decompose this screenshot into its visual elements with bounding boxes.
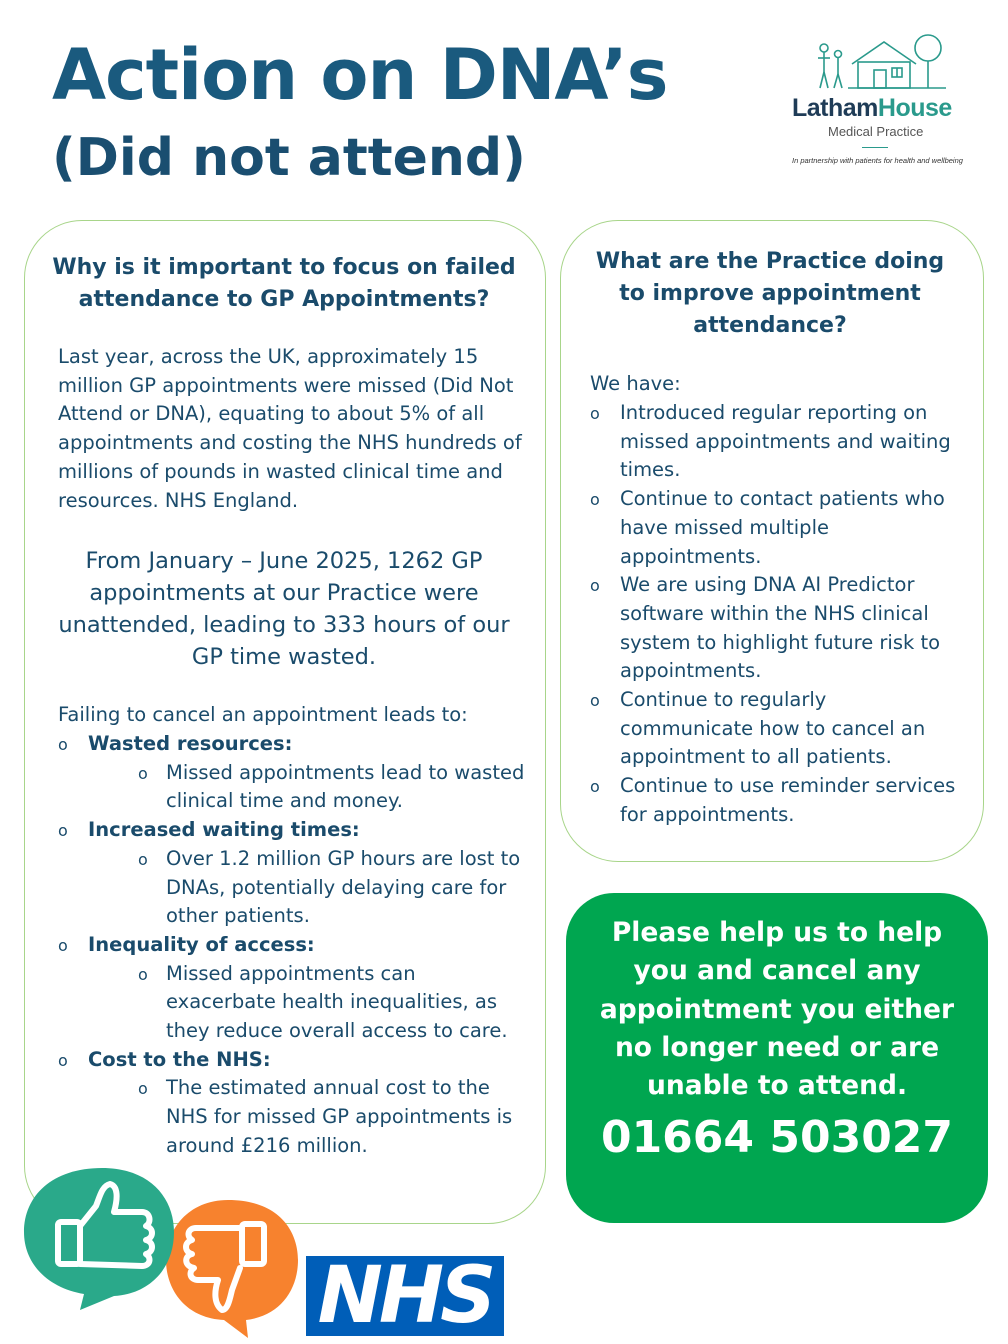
list-item: [58, 730, 528, 816]
action-text: Continue to contact patients who have missed multiple appointments.: [620, 487, 945, 568]
consequences-list: [58, 730, 528, 1161]
action-text: We are using DNA AI Predictor software within the NHS clinical system to highlight future risk to appointments.: [620, 573, 941, 683]
logo-divider: [862, 147, 888, 148]
feedback-bubbles: [18, 1160, 308, 1344]
list-item: [58, 816, 528, 931]
bullet-icon: o: [138, 763, 148, 783]
consequence-detail: Over 1.2 million GP hours are lost to DNAs, potentially delaying care for other patients.: [166, 846, 521, 928]
list-item: [590, 399, 962, 485]
consequence-title: Wasted resources:: [88, 732, 293, 755]
callout-message: Please help us to help you and cancel any appointment you either no longer need or are unable to attend.: [599, 917, 955, 1102]
page-subtitle: (Did not attend): [52, 128, 526, 188]
bullet-icon: o: [590, 777, 600, 797]
list-item: [58, 931, 528, 1046]
list-item: [590, 686, 962, 772]
list-item: [590, 571, 962, 686]
left-panel-intro: Last year, across the UK, approximately 15 million GP appointments were missed (Did Not Attend or DNA), equating to about 5% of all appointments and costing the NHS hundreds of millions of pounds in wasted clinical time and resources. NHS England.: [58, 345, 522, 512]
consequence-title: Increased waiting times:: [88, 818, 360, 842]
bullet-icon: o: [590, 691, 600, 711]
left-panel-heading: Why is it important to focus on failed attendance to GP Appointments?: [52, 255, 516, 312]
bullet-icon: o: [590, 576, 600, 596]
practice-dna-statistic: From January – June 2025, 1262 GP appointments at our Practice were unattended, leading to 333 hours of our GP time wasted.: [58, 548, 510, 670]
consequence-detail: The estimated annual cost to the NHS for missed GP appointments is around £216 million.: [166, 1076, 513, 1157]
logo-subtitle: Medical Practice: [828, 124, 924, 139]
action-text: Continue to use reminder services for appointments.: [620, 774, 956, 826]
list-item: [590, 485, 962, 571]
consequence-detail: Missed appointments lead to wasted clinical time and money.: [166, 760, 525, 813]
consequence-title: Inequality of access:: [88, 932, 315, 956]
bullet-icon: o: [58, 735, 68, 754]
practice-phone-number[interactable]: 01664 503027: [600, 1112, 954, 1163]
consequence-title: Cost to the NHS:: [88, 1047, 271, 1071]
nhs-logo-text: NHS: [317, 1251, 493, 1341]
list-item: [88, 759, 528, 816]
bullet-icon: o: [58, 821, 68, 841]
list-item: [590, 772, 962, 829]
page-title: Action on DNA’s: [52, 34, 668, 116]
practice-actions-list: [590, 399, 962, 830]
list-item: [88, 1074, 528, 1160]
consequence-detail: Missed appointments can exacerbate health inequalities, as they reduce overall access to care.: [166, 961, 508, 1043]
bullet-icon: o: [138, 1079, 148, 1099]
logo-name: LathamHouse: [792, 94, 952, 122]
thumbs-down-bubble-icon: [166, 1200, 298, 1338]
practice-logo: [782, 28, 972, 173]
bullet-icon: o: [590, 404, 600, 423]
thumbs-up-bubble-icon: [24, 1168, 174, 1310]
action-text: Introduced regular reporting on missed appointments and waiting times.: [620, 401, 951, 482]
bullet-icon: o: [58, 935, 68, 955]
list-item: [88, 845, 528, 931]
list-item: [88, 960, 528, 1046]
failing-to-cancel-intro: Failing to cancel an appointment leads to:: [58, 703, 468, 726]
logo-tagline: In partnership with patients for health and wellbeing: [792, 156, 963, 165]
list-item: [58, 1046, 528, 1161]
bullet-icon: o: [138, 849, 148, 869]
right-panel-intro: We have:: [590, 372, 681, 395]
action-text: Continue to regularly communicate how to cancel an appointment to all patients.: [620, 688, 926, 769]
nhs-logo: [306, 1251, 504, 1341]
house-family-icon: [812, 28, 952, 94]
bullet-icon: o: [590, 490, 600, 510]
bullet-icon: o: [138, 964, 148, 984]
right-panel-heading: What are the Practice doing to improve appointment attendance?: [595, 249, 945, 338]
bullet-icon: o: [58, 1050, 68, 1070]
